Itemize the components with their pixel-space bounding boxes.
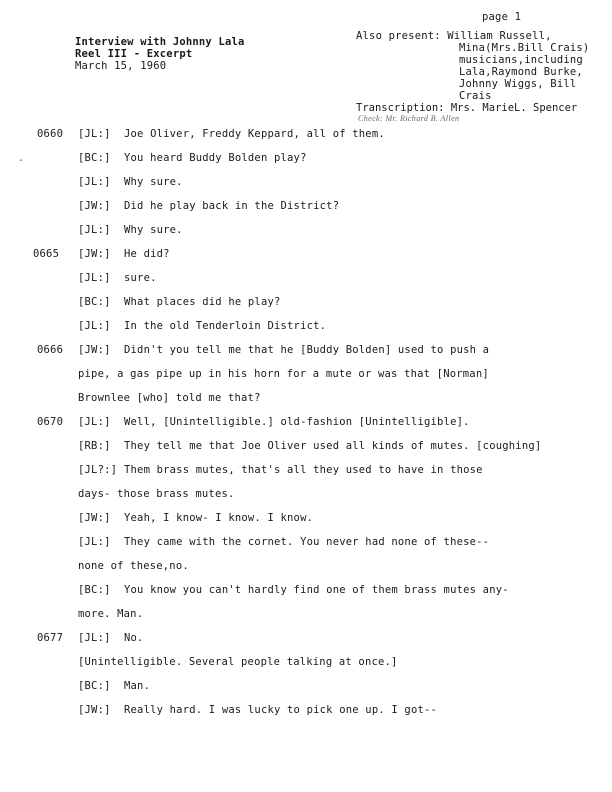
line-number: 0677	[37, 632, 64, 644]
speaker-tag: [JW:]	[78, 344, 111, 356]
speaker-tag: [BC:]	[78, 152, 111, 164]
dialogue-text: Well, [Unintelligible.] old-fashion [Unintelligible].	[124, 416, 470, 428]
dialogue-text: Did he play back in the District?	[124, 200, 340, 212]
speaker-tag: [BC:]	[78, 584, 111, 596]
dialogue-text: Man.	[124, 680, 151, 692]
speaker-tag: [JW:]	[78, 704, 111, 716]
dialogue-text: Really hard. I was lucky to pick one up. I got--	[124, 704, 438, 716]
dialogue-text: days- those brass mutes.	[78, 488, 235, 500]
line-number: 0666	[37, 344, 64, 356]
present-line: Mina(Mrs.Bill Crais)	[459, 42, 590, 54]
dialogue-text: pipe, a gas pipe up in his horn for a mute or was that [Norman]	[78, 368, 489, 380]
speaker-tag: [RB:]	[78, 440, 111, 452]
speaker-tag: [JW:]	[78, 200, 111, 212]
speaker-tag: [JL:]	[78, 224, 111, 236]
dialogue-text: more. Man.	[78, 608, 144, 620]
speaker-tag: [BC:]	[78, 680, 111, 692]
dialogue-text: [Unintelligible. Several people talking at once.]	[78, 656, 398, 668]
margin-mark: -	[18, 155, 25, 166]
present-line: Johnny Wiggs, Bill	[459, 78, 577, 90]
speaker-tag: [JL:]	[78, 632, 111, 644]
dialogue-text: You know you can't hardly find one of them brass mutes any-	[124, 584, 509, 596]
present-line: Crais	[459, 90, 492, 102]
dialogue-text: He did?	[124, 248, 170, 260]
transcription-credit: Transcription: Mrs. MarieL. Spencer	[356, 102, 578, 114]
speaker-tag: [JL:]	[78, 416, 111, 428]
dialogue-text: What places did he play?	[124, 296, 281, 308]
dialogue-text: Didn't you tell me that he [Buddy Bolden] used to push a	[124, 344, 490, 356]
dialogue-text: Brownlee [who] told me that?	[78, 392, 261, 404]
dialogue-text: They came with the cornet. You never had none of these--	[124, 536, 490, 548]
dialogue-text: Joe Oliver, Freddy Keppard, all of them.	[124, 128, 385, 140]
speaker-tag: [JW:]	[78, 248, 111, 260]
speaker-tag: [BC:]	[78, 296, 111, 308]
dialogue-text: none of these,no.	[78, 560, 189, 572]
dialogue-text: In the old Tenderloin District.	[124, 320, 327, 332]
speaker-tag: [JL:]	[78, 176, 111, 188]
reel-label: Reel III - Excerpt	[75, 48, 193, 60]
check-credit: Check: Mr. Richard B. Allen	[358, 114, 460, 123]
present-line: Lala,Raymond Burke,	[459, 66, 583, 78]
page-number: page 1	[482, 11, 522, 23]
line-number: 0660	[37, 128, 64, 140]
dialogue-text: You heard Buddy Bolden play?	[124, 152, 307, 164]
interview-title: Interview with Johnny Lala	[75, 36, 245, 48]
present-line: Also present: William Russell,	[356, 30, 552, 42]
speaker-tag: [JL:]	[78, 128, 111, 140]
speaker-tag: [JL:]	[78, 536, 111, 548]
speaker-tag: [JW:]	[78, 512, 111, 524]
speaker-tag: [JL?:]	[78, 464, 118, 476]
dialogue-text: They tell me that Joe Oliver used all kinds of mutes. [coughing]	[124, 440, 542, 452]
dialogue-text: Yeah, I know- I know. I know.	[124, 512, 314, 524]
dialogue-text: Them brass mutes, that's all they used to have in those	[124, 464, 483, 476]
dialogue-text: sure.	[124, 272, 157, 284]
present-line: musicians,including	[459, 54, 583, 66]
line-number: 0670	[37, 416, 64, 428]
dialogue-text: Why sure.	[124, 224, 183, 236]
line-number: 0665	[33, 248, 60, 260]
dialogue-text: No.	[124, 632, 144, 644]
speaker-tag: [JL:]	[78, 272, 111, 284]
interview-date: March 15, 1960	[75, 60, 167, 72]
dialogue-text: Why sure.	[124, 176, 183, 188]
speaker-tag: [JL:]	[78, 320, 111, 332]
